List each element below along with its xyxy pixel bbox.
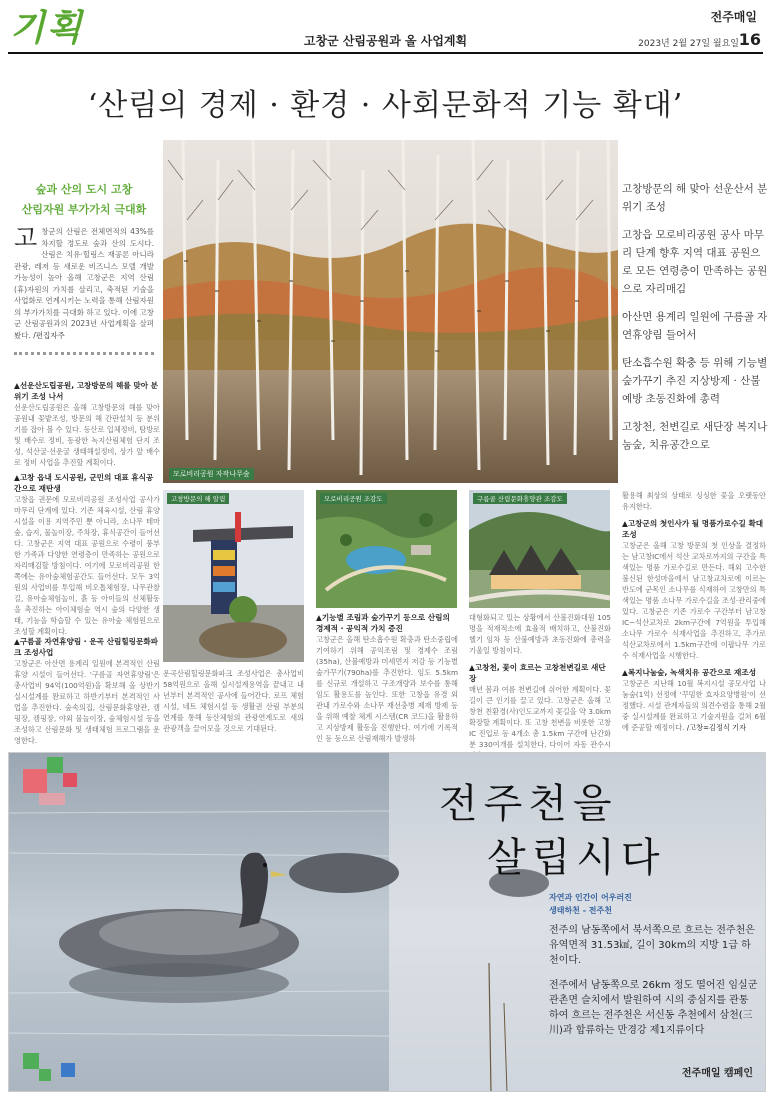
campaign-banner	[8, 752, 766, 1092]
issue-date: 2023년 2월 27일 월요일	[638, 39, 739, 49]
park-rendering-illustration	[316, 490, 457, 608]
sign-illustration	[163, 490, 304, 662]
key-point: 고창읍 모로비리공원 공사 마무리 단계 향후 지역 대표 공원으로 모든 연령층이 만족하는 공원으로 자리매김	[622, 229, 768, 295]
section-body: 고창군은 올해 탄소흡수원 확충과 탄소중립에 기여하기 위해 공익조림 및 경제수 조림(35ha), 산불예방과 미세먼지 저감 등 기능별 숲가꾸기(790ha)를 추진한다. 임도 5.5km를 신규로 개설하고 구조개량과 보수를 통해 임도 활용도를 높인다. 또한 고창읍 유경 외 관내 가로수와 소나무 재선충병 제재 방제 등을 위해 예찰 체계 시스템(CR 코드)을 활용하고 지상방제 활동을 진행한다. 여기에 기록적인 등 등으로 산림재해가 발생하	[316, 635, 458, 743]
birch-forest-photo	[163, 140, 618, 483]
page-number: 16	[738, 30, 761, 49]
section-heading: ▲고창 읍내 도시공원, 군민의 대표 휴식공간으로 재탄생	[14, 473, 154, 493]
drop-cap: 고	[14, 224, 38, 252]
campaign-subtitle-2: 생태하천 - 전주천	[549, 906, 612, 915]
photo-caption: 구름골 산림문화휴양관 조감도	[473, 493, 567, 504]
campaign-title-line2: 살립시다	[487, 835, 666, 881]
section-body: 선운산도립공원은 올해 고창방문의 해를 맞아 공원내 꽃밭조성, 방문의 해 간판설치 등 분위기를 잡아 볼 수 있다. 등산로 입체정비, 탐방로 및 배수로 정비, 동광한 녹지산림체험 단지 조성, 석산굴·선운굴 생태해설정비, 상가 앞 배수로 정비 사업을 추진할 계획이다.	[14, 403, 160, 467]
key-point: 아산면 용계리 일원에 구름골 자연휴양림 들어서	[622, 311, 768, 341]
section-heading: ▲복지나눔숲, 녹색치유 공간으로 재조성	[622, 668, 757, 677]
campaign-subtitle	[549, 891, 632, 917]
section-body: 대형화되고 있는 상황에서 산불진화대원 105명을 적재적소에 효율적 배치하고, 산불진화헬기 임차 등 산불예방과 초동진화에 총력을 기울일 방침이다.	[469, 613, 611, 655]
campaign-paragraph: 전주에서 남동쪽으로 26km 정도 떨어진 임실군 관촌면 슬치에서 발원하여 시의 중심지를 관통 하여 흐르는 전주천은 서신동 추천에서 삼천(三川)과 합류하는 만경강 제1지류이다	[549, 980, 758, 1036]
section-heading: ▲고창군의 첫인사가 될 명품가로수길 확대 조성	[622, 519, 764, 539]
campaign-brand: 전주매일 캠페인	[681, 1068, 753, 1079]
lead-text: 창군의 산림은 전체면적의 43%를 차지할 정도로 숲과 산의 도시다. 산림은 치유·힐링스 재공론 아니라 관광, 레저 등 새로운 비즈니스 모델 개발 가능성이 높아 올해 고창군은 지역 산림(휴)자원의 가치를 살리고, 축적된 기술을 사업화로 연계시키는 노력을 통해 산림자원의 부가가치를 극대화 하고 있다. 이에 고창군 산림공원과의 2023년 사업계획을 살펴봤다.	[14, 227, 154, 340]
campaign-body	[549, 923, 759, 1048]
key-points-list	[622, 180, 768, 464]
birch-forest-illustration	[163, 140, 618, 483]
section-heading: ▲구름골 자연휴양림 · 운곡 산림힐링문화파크 조성사업	[14, 637, 159, 657]
section-body: 고창군은 아산면 용계리 일원에 본격적인 산림휴양 시설이 들어선다. '구름골 자연휴양림'은 총사업비 94억(100억원)을 확보해 올 상반기 실시설계를 완료하고 하반기부터 본격적인 사업을 추진한다. 숲속의집, 산림문화휴양관, 캠핑장, 캠핑장, 야외 물놀이장, 숲체험시설 등을 조성하고 산림문화 및 생태체험 프로그램을 운영한다.	[14, 659, 160, 745]
left-subheads	[14, 180, 154, 220]
photo-caption: 모로비리공원 조감도	[320, 493, 387, 504]
section-body: 매년 봄과 여름 천변길에 쉬어한 계획이다. 꽃길이 큰 인기를 끌고 있다. 고창군은 올해 고창천 친환경(사)인도교까지 꽃길을 약 3.0km 확장할 계획이다. 또 고창 천변을 비롯한 고창 IC 진입로 등 4개소 총 1.5km 구간에 난간화분 330여개를 설치한다. 다이어 자동 관수시	[469, 685, 611, 749]
photo-caption: 고창방문의 해 알림	[167, 493, 229, 504]
header-divider	[8, 52, 763, 54]
section-body: 고창읍 권문에 모로비리공원 조성사업 공사가 마무리 단계에 있다. 기존 체육시설, 산림 휴양시설을 이용 지역주민 뿐 아니라, 소나무 테마숲, 습지, 물놀이장, 주차장, 휴식공간이 들어선다. 고창군은 지역 대표 공원으로 수령이 풍부한 가족과 다양한 연령층이 만족하는 공원으로 자리매김할 방침이다. 여기에 모로비리공원 한쪽에는 유아숲체험공간도 들어선다. 모두 3억원의 사업비를 투입해 비오톱체험장, 나무관찰길, 유아숲체험놀이, 흙 등 아이들의 신체활동을 촉진하는 아이체험숲 역시 숲의 다양한 생태, 기능을 학습할 수 있는 유아숲 체험원으로 조성할 계획이다.	[14, 495, 160, 636]
section-body-text: 고창군은 지난해 10월 복지시설 공모사업 나눔숲(1억) 선정에 '꾸밈한 효자요양병원'이 선정했다. 시설 관계자들의 의견수렴을 통해 2월중 실시설계를 완료하고 기술지원을 걸쳐 6월에 준공할 예정이다.	[622, 679, 766, 732]
key-point: 탄소흡수원 확충 등 위해 기능별 숲가꾸기 추진 지상방제 · 산불예방 초동진화에 총력	[622, 357, 768, 405]
campaign-subtitle-1: 자연과 인간이 어우러진	[549, 893, 632, 902]
section-body	[622, 678, 766, 733]
headline: ‘산림의 경제 · 환경 · 사회문화적 기능 확대’	[87, 88, 684, 123]
campaign-title-line1: 전주천을	[439, 781, 618, 827]
tourism-year-sign-photo	[163, 490, 304, 662]
lead-paragraph	[14, 226, 154, 341]
lower-col-3	[316, 612, 458, 744]
key-point: 고창방문의 해 맞아 선운산서 분위기 조성	[622, 183, 768, 213]
left-section-1	[14, 380, 160, 468]
section-heading: ▲선운산도립공원, 고창방문의 해를 맞아 분위기 조성 나서	[14, 381, 159, 401]
photo-caption: 모로비리공원 자작나무숲	[169, 468, 254, 480]
byline: /고창=김정식 기자	[686, 723, 747, 732]
newspaper-name: 전주매일	[710, 10, 757, 24]
campaign-title	[439, 777, 666, 885]
subhead-2: 산림자원 부가가치 극대화	[21, 203, 147, 216]
section-tag: 기획	[10, 7, 84, 49]
forest-culture-center-rendering	[469, 490, 610, 608]
left-section-3	[14, 636, 160, 746]
section-body: 고창군은 올해 고창 방문의 첫 인상을 결정하는 남고창IC에서 석산 교차로까지의 구간을 특색있는 명품 가로수길로 만든다. 해외 고수한 불신된 한성마을에서 남고창교차로에 이르는 반도에 군목인 소나무를 식재하여 고창만의 특색있는 명품 소나무 가로수길을 조성·관리중에 있다. 고창군은 기존 가로수 구간부터 남고창IC~석산교차로 2km구간에 7억원을 투입해 소나무 가로수 식재사업을 추진하고, 추가로 석산교차로에서 1.5km구간에 이팝나무 가로수 식재사업을 시행한다.	[622, 541, 766, 660]
lower-col-4	[469, 612, 611, 761]
lower-col-2: 운곡산림힐링문화파크 조성사업은 총사업비 58억원으로 올해 실시설계용역을 끝내고 내년부터 본격적인 공사에 들어간다. 로프 체험시설, 네트 체험시설 등 생활권 산림 부분의 연계를 통해 등산체험의 관광연계도로 새의 관광객을 끌어모을 것으로 기대된다.	[163, 669, 304, 733]
lead-byline: /편집자주	[33, 330, 65, 340]
building-rendering-illustration	[469, 490, 610, 608]
section-heading: ▲기능별 조림과 숲가꾸기 등으로 산림의 경제적 · 공익적 가치 증진	[316, 613, 450, 633]
page-header-title: 고창군 산림공원과 올 사업계획	[303, 34, 468, 48]
section-body: 활용해 최상의 상태로 싱싱한 꽃을 오랫동안 유지한다.	[622, 491, 766, 511]
key-point: 고창천, 천변길로 새단장 복지나눔숲, 치유공간으로	[622, 421, 768, 451]
campaign-paragraph: 전주의 남동쪽에서 북서쪽으로 흐르는 전주천은 유역면적 31.53㎢, 길이 30km의 지방 1급 하천이다.	[549, 925, 755, 966]
left-section-2	[14, 472, 160, 637]
subhead-1: 숲과 산의 도시 고창	[35, 183, 133, 196]
lower-col-5	[622, 490, 766, 733]
park-aerial-rendering	[316, 490, 457, 608]
section-heading: ▲고창천, 꽃이 흐르는 고창천변길로 새단장	[469, 663, 606, 683]
dotted-divider	[14, 352, 154, 355]
